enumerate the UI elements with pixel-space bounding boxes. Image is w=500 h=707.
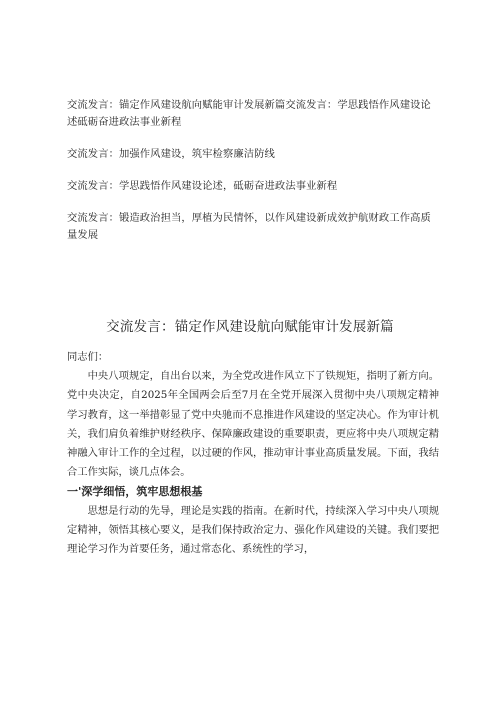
greeting: 同志们：	[67, 351, 109, 363]
body-paragraph: 思想是行动的先导，理论是实践的指南。在新时代，持续深入学习中央八项规定精神，领悟其核心要义，是我们保持政治定力、强化作风建设的关键。我们要把理论学习作为首要任务，通过常态化、系统性的学习，	[67, 504, 439, 556]
toc-item: 交流发言：加强作风建设，筑牢检察廉洁防线	[67, 148, 275, 160]
section-heading: 一'深学细悟，筑牢思想根基	[67, 485, 203, 499]
body-paragraph: 中央八项规定，自出台以来，为全党改进作风立下了铁规矩，指明了新方向。党中央决定，自2025年全国两会后至7月在全党开展深入贯彻中央八项规定精神学习教育，这一举措彰显了党中央驰而不息推进作风建设的坚定决心。作为审计机关，我们肩负着维护财经秩序、保障廉政建设的重要职责，更应将中央八项规定精神融入审计工作的全过程，以过硬的作风，推动审计事业高质量发展。下面，我结合工作实际，谈几点体会。	[67, 370, 439, 479]
table-of-contents	[67, 97, 439, 259]
document-title: 交流发言：锚定作风建设航向赋能审计发展新篇	[106, 319, 394, 336]
toc-item: 交流发言：学思践悟作风建设论述，砥砺奋进政法事业新程	[67, 180, 338, 192]
toc-item: 交流发言：锚定作风建设航向赋能审计发展新篇交流发言：学思践悟作风建设论述砥砺奋进政法事业新程	[67, 99, 431, 128]
toc-item: 交流发言：锻造政治担当，厚植为民情怀，以作风建设新成效护航财政工作高质量发展	[67, 212, 431, 241]
speech-body	[67, 348, 439, 559]
